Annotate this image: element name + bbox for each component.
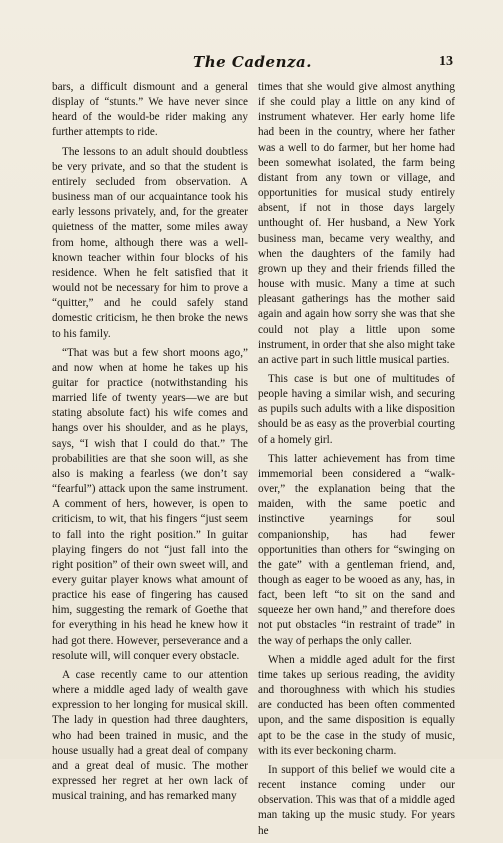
paragraph: When a middle aged adult for the first time takes up serious reading, the avidity and thoroughness with which his studies are conducted has been often commented upon, and the same disposition is equally apt to be the case in the study of music, with its ever beckoning charm. [258, 653, 455, 757]
right-column [258, 80, 455, 843]
page-number: 13 [439, 54, 453, 69]
paragraph: bars, a difficult dismount and a general display of “stunts.” We have never since heard of the would-be rider making any further attempts to ride. [52, 81, 248, 139]
paragraph: “That was but a few short moons ago,” and now when at home he takes up his guitar for practice (notwithstanding his married life of twenty years—we are but stating absolute fact) his wife comes and hangs over his shoulder, and as he plays, says, “I wish that I could do that.” The probabilities are that she soon will, as she also is making a fearless (we don’t say “fearful”) attack upon the same instrument. A comment of hers, however, is open to criticism, to wit, that his fingers “just seem to fall into the right position.” In guitar playing fingers do not “just fall into the right position” of their own sweet will, and every guitar player knows what amount of practice his ease of fingering has caused him, suggesting the remark of Goethe that for everything in his head he knew how it had got there. However, perseverance and a resolute will, will conquer every obstacle. [52, 346, 248, 662]
paragraph: This case is but one of multitudes of people having a similar wish, and securing as pupils such adults with a like disposition should be as easy as the proverbial courting of a homely girl. [258, 372, 455, 446]
paragraph: times that she would give almost anything if she could play a little on any kind of instrument whatever. Her early home life had been in the country, where her father was a well to do farmer, but her home had been somewhat isolated, the farm being distant from any town or village, and opportunities for musical study entirely absent, if not in those days largely unthought of. Her husband, a New York business man, became very wealthy, and when the daughters of the family had grown up they and their friends filled the house with music. Many a time at such pleasant gatherings has the mother said again and again how sorry she was that she could not play a little upon some instrument, in order that she also might take an active part in such little musical parties. [258, 81, 455, 366]
paragraph: A case recently came to our attention where a middle aged lady of wealth gave expression to her longing for musical skill. The lady in question had three daughters, who had been trained in music, and the house usually had a great deal of company and a great deal of music. The mother expressed her regret at her own lack of musical training, and has remarked many [52, 668, 248, 803]
left-column [52, 80, 248, 808]
paragraph: The lessons to an adult should doubtless be very private, and so that the student is entirely secluded from observation. A business man of our acquaintance took his early lessons privately, and, for the greater quietness of the matter, some miles away from home, although there was a well-known teacher within four blocks of his residence. When he felt satisfied that it would not be necessary for him to prove a “quitter,” and he could safely stand domestic criticism, he then broke the news to his family. [52, 145, 248, 340]
running-title: The Cadenza. [193, 53, 312, 71]
paragraph: This latter achievement has from time immemorial been considered a “walk-over,” the explanation being that the maiden, with the same poetic and instinctive yearnings for soul companionship, has had fewer opportunities than others for “swinging on the gate” with a gentleman friend, and, though as eager to be wooed as any, has, in fact, been left “to sit on the sand and squeeze her own hand,” and therefore does not put obstacles “in restraint of trade” in the way of perhaps the only caller. [258, 452, 455, 647]
page-header [52, 53, 453, 71]
paragraph: In support of this belief we would cite a recent instance coming under our observation. This was that of a middle aged man taking up the music study. For years he [258, 763, 455, 837]
